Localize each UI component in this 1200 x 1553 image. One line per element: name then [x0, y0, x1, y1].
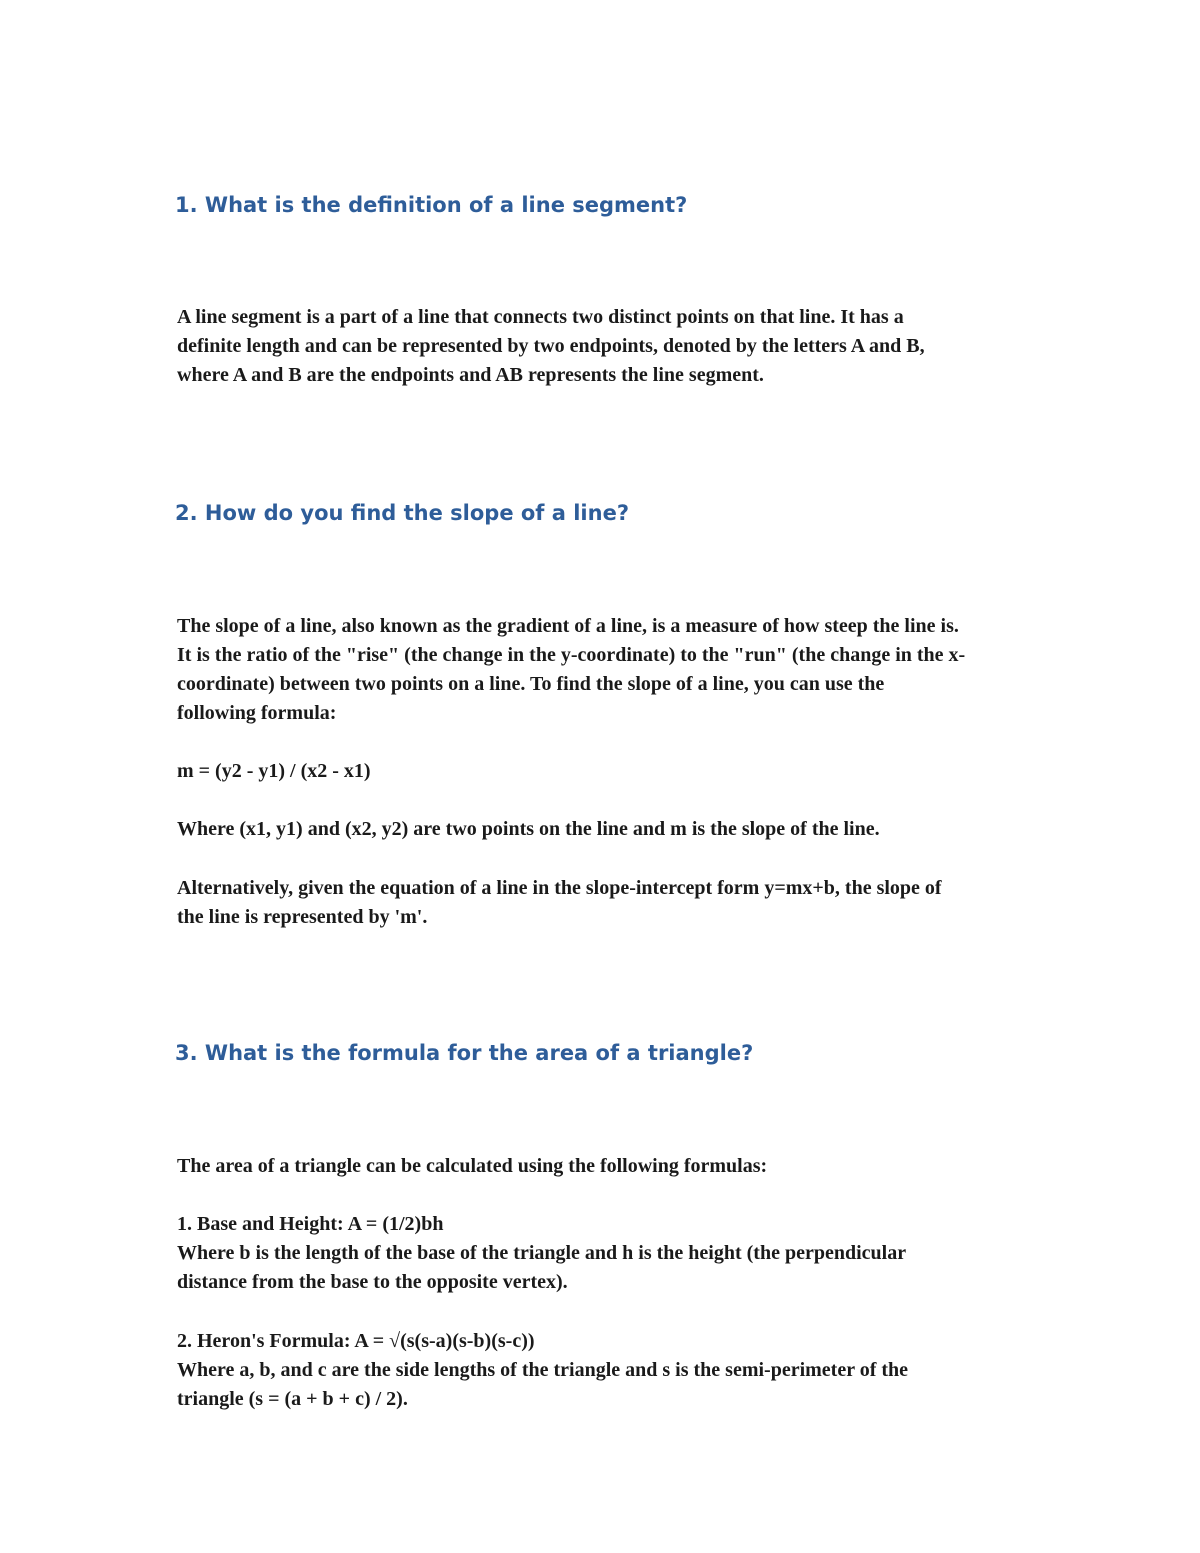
section-1-heading: 1. What is the definition of a line segment?: [175, 193, 688, 217]
text-line: the line is represented by 'm'.: [177, 906, 428, 928]
base-height-formula: [177, 1210, 906, 1297]
section-2-heading: 2. How do you find the slope of a line?: [175, 501, 630, 525]
herons-formula: [177, 1327, 908, 1414]
slope-formula: [177, 757, 371, 786]
text-line: coordinate) between two points on a line. To find the slope of a line, you can use the: [177, 673, 885, 695]
text-line: Alternatively, given the equation of a line in the slope-intercept form y=mx+b, the slope of: [177, 877, 942, 899]
text-line: A line segment is a part of a line that connects two distinct points on that line. It has a: [177, 306, 904, 328]
text-line: The area of a triangle can be calculated using the following formulas:: [177, 1155, 768, 1177]
text-line: Where b is the length of the base of the triangle and h is the height (the perpendicular: [177, 1242, 907, 1264]
section-2-paragraph-1: [177, 612, 965, 728]
text-line: The slope of a line, also known as the gradient of a line, is a measure of how steep the line is.: [177, 615, 959, 637]
text-line: 2. Heron's Formula: A = √(s(s-a)(s-b)(s-c)): [177, 1330, 535, 1352]
text-line: distance from the base to the opposite vertex).: [177, 1271, 568, 1293]
text-line: Where a, b, and c are the side lengths of the triangle and s is the semi-perimeter of the: [177, 1359, 909, 1381]
section-2-paragraph-4: [177, 874, 942, 932]
section-3-heading: 3. What is the formula for the area of a triangle?: [175, 1041, 754, 1065]
text-line: m = (y2 - y1) / (x2 - x1): [177, 760, 371, 782]
text-line: following formula:: [177, 702, 337, 724]
text-line: It is the ratio of the "rise" (the change in the y-coordinate) to the "run" (the change in the x-: [177, 644, 966, 666]
text-line: triangle (s = (a + b + c) / 2).: [177, 1388, 408, 1410]
text-line: where A and B are the endpoints and AB represents the line segment.: [177, 364, 764, 386]
section-3-paragraph-1: [177, 1152, 767, 1181]
section-1-paragraph-1: [177, 303, 925, 390]
text-line: Where (x1, y1) and (x2, y2) are two points on the line and m is the slope of the line.: [177, 818, 880, 840]
text-line: definite length and can be represented by two endpoints, denoted by the letters A and B,: [177, 335, 925, 357]
text-line: 1. Base and Height: A = (1/2)bh: [177, 1213, 444, 1235]
section-2-paragraph-3: [177, 815, 880, 844]
